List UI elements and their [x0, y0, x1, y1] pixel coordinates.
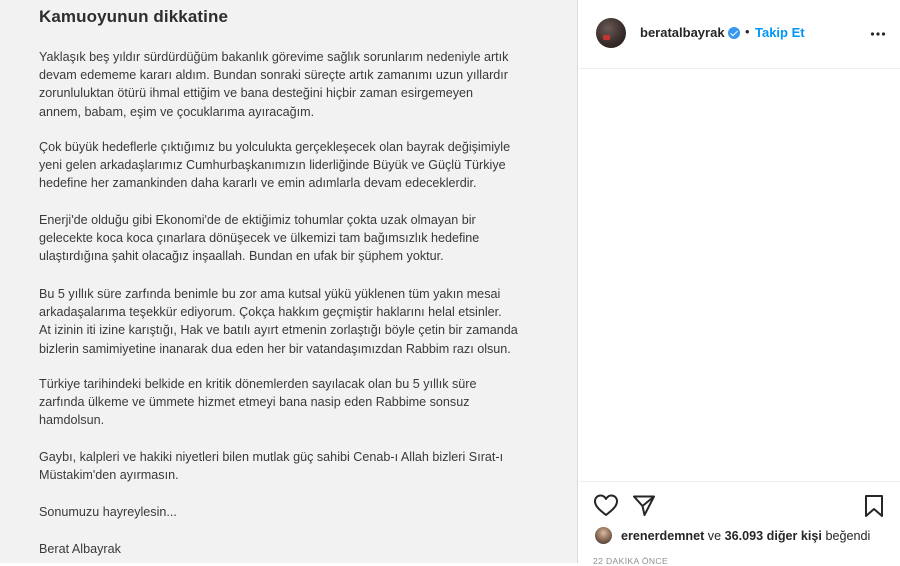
statement-line: Enerji'de olduğu gibi Ekonomi'de de ektiğimiz tohumlar çokta uzak olmayan bir	[39, 213, 476, 227]
post-sidebar	[579, 0, 900, 566]
statement-line: zorunluluktan ötürü ihmal ettiğim ve bana desteğini hiçbir zaman esirgemeyen	[39, 86, 474, 101]
likes-summary	[621, 529, 870, 543]
verified-badge-icon	[728, 27, 740, 39]
likes-joiner: ve	[707, 529, 722, 543]
statement-paragraph	[39, 211, 559, 266]
statement-paragraph	[39, 375, 559, 430]
statement-paragraph	[39, 285, 559, 358]
paper-plane-icon[interactable]	[632, 494, 656, 517]
statement-line: Yaklaşık beş yıldır sürdürdüğüm bakanlık görevime sağlık sorunlarım nedeniyle artık	[39, 50, 509, 64]
statement-line: Berat Albayrak	[39, 542, 121, 556]
statement-line: At izinin iti izine karıştığı, Hak ve batılı ayırt etmenin zorlaştığı böyle çetin bir zamanda	[39, 323, 518, 338]
comments-area[interactable]	[579, 69, 900, 481]
statement-line: Bu 5 yıllık süre zarfında benimle bu zor ama kutsal yükü yüklenen tüm yakın mesai	[39, 287, 501, 301]
statement-paragraph	[39, 138, 559, 193]
post-actions	[579, 481, 900, 564]
statement-line: bizlerin samimiyetine inanarak dua eden her bir vatandaşımızdan Rabbim razı olsun.	[39, 341, 511, 356]
statement-signature	[39, 540, 559, 558]
statement-closing	[39, 503, 559, 521]
statement-line: zarfında ülkeme ve ümmete hizmet etmeyi bana nasip eden Rabbime sonsuz	[39, 395, 470, 410]
liker-avatar[interactable]	[595, 527, 612, 544]
statement-line: Sonumuzu hayreylesin...	[39, 505, 177, 519]
likes-count-link[interactable]: 36.093 diğer kişi	[724, 529, 822, 543]
statement-paragraph	[39, 448, 559, 484]
post-timestamp[interactable]: 22 DAKİKA ÖNCE	[593, 556, 669, 566]
more-options-icon[interactable]	[870, 26, 886, 42]
profile-avatar[interactable]	[596, 18, 626, 48]
statement-line: hamdolsun.	[39, 413, 105, 428]
heart-icon[interactable]	[593, 493, 619, 517]
statement-line: Müstakim'den ayırmasın.	[39, 468, 179, 483]
statement-line: arkadaşalarıma teşekkür ediyorum. Çokça hakkım geçmiştir haklarını helal etsinler.	[39, 305, 502, 320]
statement-line: devam edememe kararı aldım. Bundan sonraki süreçte artık zamanımı uzun yıllardır	[39, 68, 508, 83]
statement-line: hedefine her zamankinden daha kararlı ve emin adımlarla devam edeceklerdir.	[39, 176, 477, 191]
statement-line: Gaybı, kalpleri ve hakiki niyetleri bilen mutlak güç sahibi Cenab-ı Allah bizleri Sırat-ı	[39, 450, 504, 464]
statement-line: ulaştırdığına şahit olacağız inşaallah. Bundan en ufak bir şüphem yoktur.	[39, 249, 444, 264]
statement-line: annem, babam, eşim ve çocuklarıma ayıracağım.	[39, 104, 315, 119]
statement-line: Türkiye tarihindeki belkide en kritik dönemlerden sayılacak olan bu 5 yıllık süre	[39, 377, 477, 391]
bookmark-icon[interactable]	[863, 494, 885, 518]
liker-username-link[interactable]: erenerdemnet	[621, 529, 705, 543]
statement-paragraph	[39, 48, 559, 121]
statement-line: yeni gelen arkadaşlarımız Cumhurbaşkanımızın liderliğinde Büyük ve Güçlü Türkiye	[39, 158, 506, 173]
username-link[interactable]: beratalbayrak	[640, 25, 725, 40]
follow-button[interactable]: Takip Et	[755, 25, 805, 40]
statement-line: Çok büyük hedeflerle çıktığımız bu yolculukta gerçekleşecek olan bayrak değişimiyle	[39, 140, 511, 154]
statement-line: gelecekte koca koca çınarlara dönüşecek ve ülkemizi tam bağımsızlık hedefine	[39, 231, 480, 246]
separator-dot: •	[745, 24, 750, 39]
statement-title: Kamuoyunun dikkatine	[39, 7, 229, 26]
post-header	[579, 0, 900, 69]
likes-suffix: beğendi	[825, 529, 871, 543]
